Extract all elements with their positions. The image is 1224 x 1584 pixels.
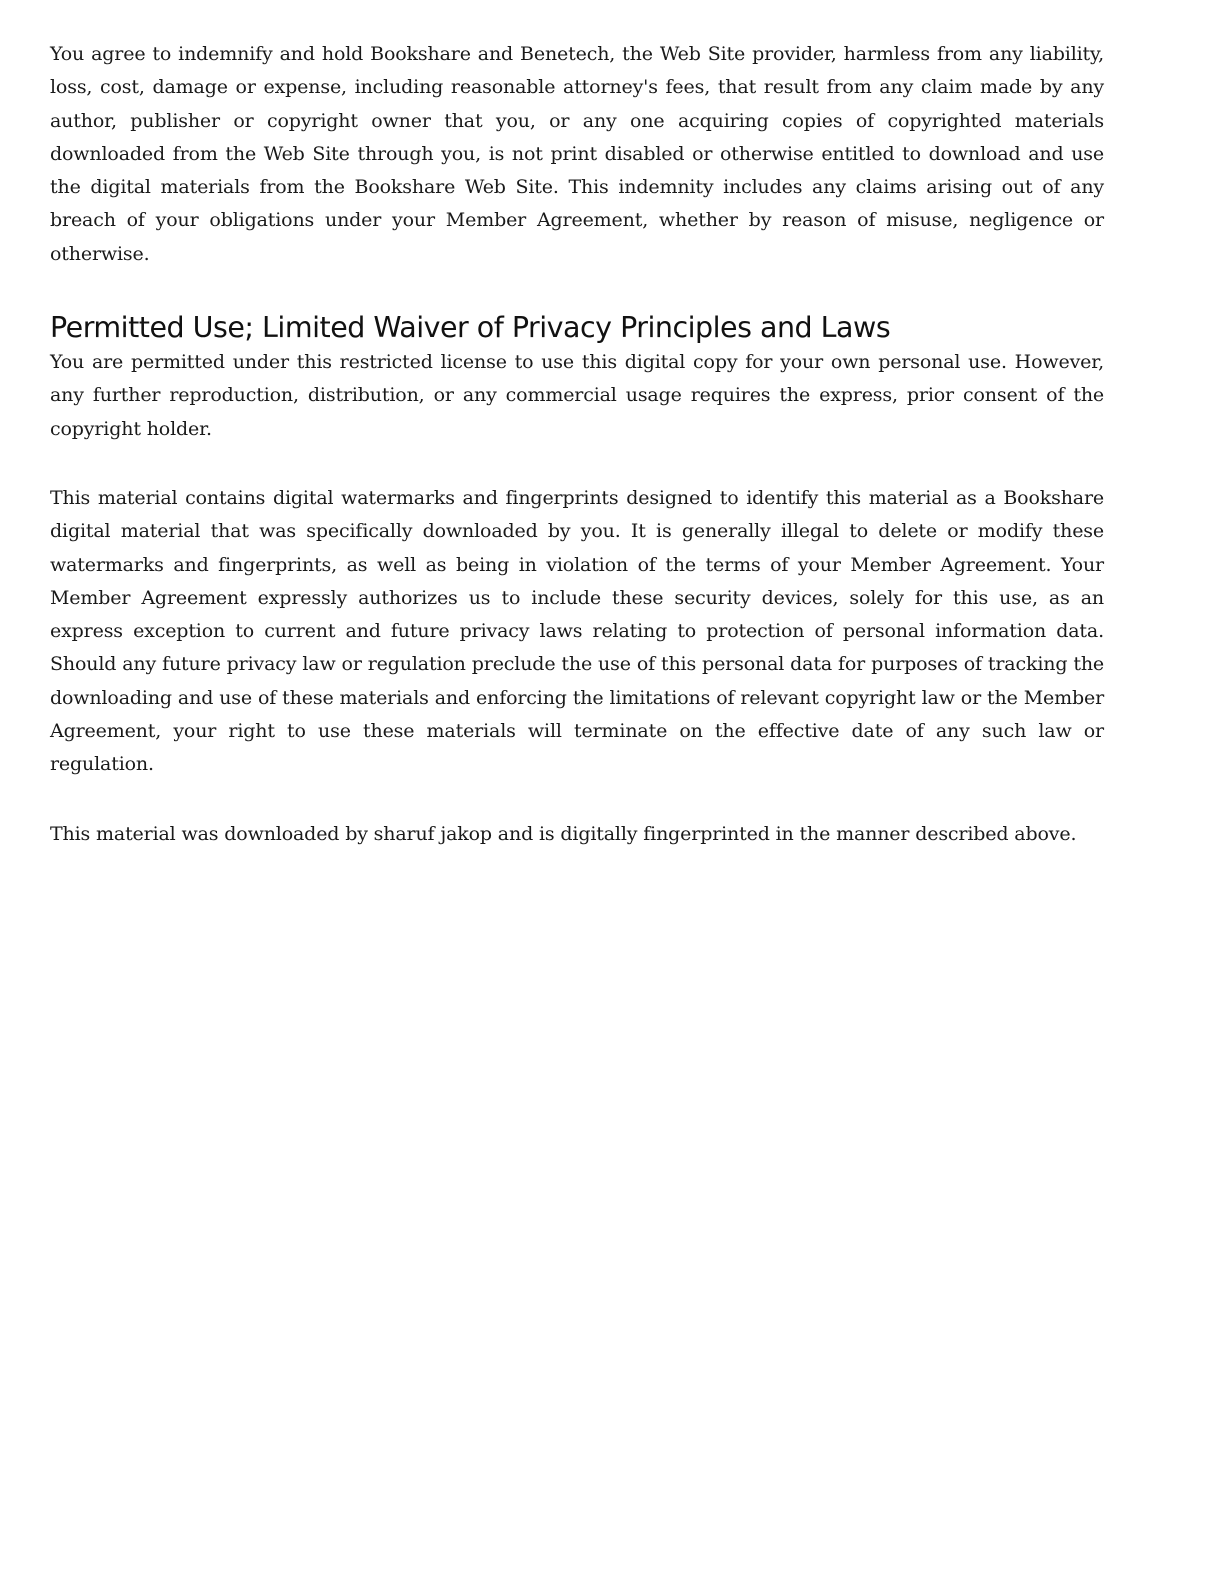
section-heading: Permitted Use; Limited Waiver of Privacy Principles and Laws xyxy=(50,311,891,345)
indemnity-paragraph: You agree to indemnify and hold Bookshare and Benetech, the Web Site provider, harmless from any liability, loss, cost, damage or expense, including reasonable attorney's fees, that result from any claim made by any author, publisher or copyright owner that you, or any one acquiring copies of copyrighted materials downloaded from the Web Site through you, is not print disabled or otherwise entitled to download and use the digital materials from the Bookshare Web Site. This indemnity includes any claims arising out of any breach of your obligations under your Member Agreement, whether by reason of misuse, negligence or otherwise. xyxy=(50,43,1104,265)
document-page xyxy=(50,38,1104,851)
downloaded-by-paragraph: This material was downloaded by sharuf jakop and is digitally fingerprinted in the manner described above. xyxy=(50,822,1077,845)
watermarks-paragraph: This material contains digital watermarks and fingerprints designed to identify this material as a Bookshare digital material that was specifically downloaded by you. It is generally illegal to delete or modify these watermarks and fingerprints, as well as being in violation of the terms of your Member Agreement. Your Member Agreement expressly authorizes us to include these security devices, solely for this use, as an express exception to current and future privacy laws relating to protection of personal information data. Should any future privacy law or regulation preclude the use of this personal data for purposes of tracking the downloading and use of these materials and enforcing the limitations of relevant copyright law or the Member Agreement, your right to use these materials will terminate on the effective date of any such law or regulation. xyxy=(50,486,1104,776)
permitted-use-paragraph: You are permitted under this restricted license to use this digital copy for your own personal use. However, any further reproduction, distribution, or any commercial usage requires the express, prior consent of the copyright holder. xyxy=(50,351,1104,440)
